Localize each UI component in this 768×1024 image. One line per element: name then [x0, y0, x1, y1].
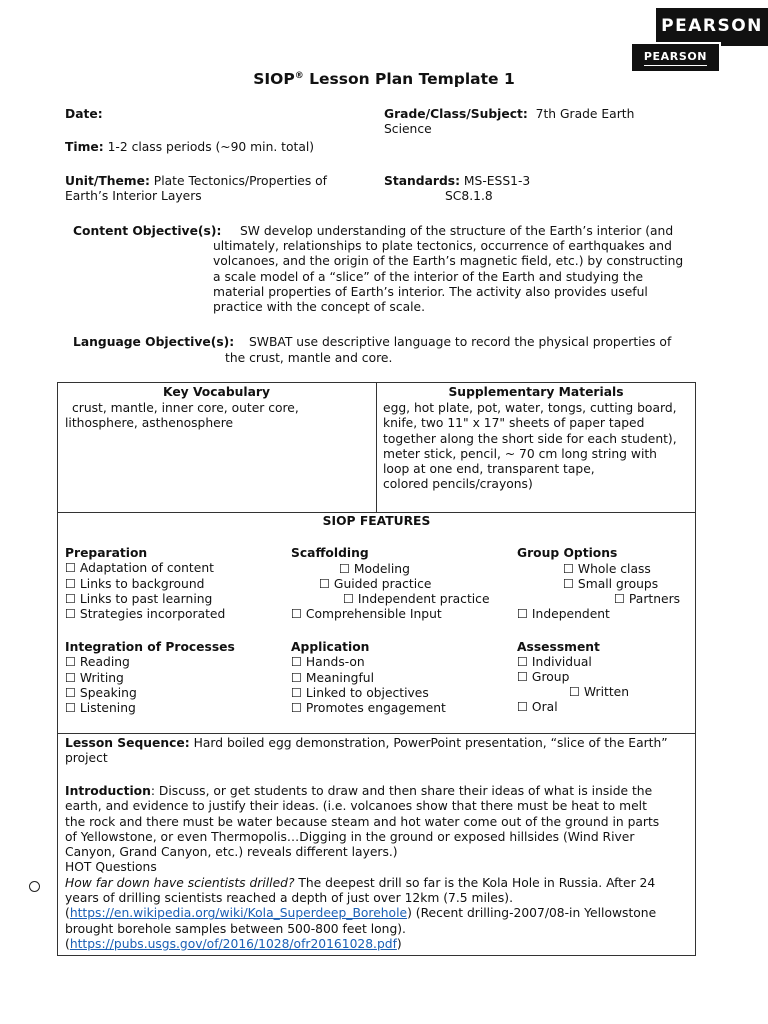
- pearson-logo-main: [656, 8, 768, 46]
- checkbox-modeling[interactable]: ☐ Modeling: [339, 562, 410, 576]
- checkbox-small-groups[interactable]: ☐ Small groups: [563, 577, 659, 591]
- time-label: Time:: [65, 140, 104, 154]
- introduction-label: Introduction: [65, 784, 151, 798]
- checkbox-meaningful[interactable]: ☐ Meaningful: [291, 670, 374, 685]
- materials-line: together along the short side for each student),: [383, 431, 677, 446]
- content-objective-line: volcanoes, and the origin of the Earth’s magnetic field, etc.) by constructing: [213, 254, 684, 269]
- language-objective-label: Language Objective(s):: [73, 335, 235, 349]
- application-title: Application: [291, 640, 370, 654]
- lesson-sequence-text-2: project: [65, 751, 108, 766]
- introduction-line: earth, and evidence to justify their ideas. (i.e. volcanoes show that there must be heat to melt: [65, 799, 647, 814]
- paren-open: (: [65, 906, 70, 921]
- group-options-title: Group Options: [517, 546, 618, 560]
- checkbox-strategies-incorporated[interactable]: ☐ Strategies incorporated: [65, 607, 226, 622]
- content-objective-line: material properties of Earth’s interior. The activity also provides useful: [213, 284, 648, 299]
- preparation-group: [65, 546, 285, 622]
- vocab-line-1: crust, mantle, inner core, outer core,: [72, 401, 299, 415]
- hot-questions-label: HOT Questions: [65, 860, 157, 875]
- content-objective-line-1: SW develop understanding of the structure of the Earth’s interior (and: [240, 224, 674, 238]
- logo-sub-text: PEARSON: [644, 49, 707, 66]
- title-rest: Lesson Plan Template 1: [303, 70, 515, 88]
- grade-field: [384, 107, 684, 138]
- lesson-sequence-label: Lesson Sequence:: [65, 736, 190, 750]
- checkbox-oral[interactable]: ☐ Oral: [517, 700, 558, 714]
- vocab-heading: Key Vocabulary: [163, 385, 270, 399]
- checkbox-writing[interactable]: ☐ Writing: [65, 670, 124, 685]
- content-objective-label: Content Objective(s):: [73, 224, 222, 238]
- recent-drilling-text: ) (Recent drilling-2007/08-in Yellowstone: [407, 906, 657, 921]
- checkbox-comprehensible-input[interactable]: ☐ Comprehensible Input: [291, 607, 442, 621]
- vocab-line-2: lithosphere, asthenosphere: [65, 416, 234, 430]
- logo-main-text: PEARSON: [661, 16, 763, 37]
- introduction-line: Canyon, Grand Canyon, etc.) reveals different layers.): [65, 845, 398, 860]
- checkbox-listening[interactable]: ☐ Listening: [65, 701, 136, 716]
- materials-line: loop at one end, transparent tape,: [383, 462, 595, 477]
- checkbox-speaking[interactable]: ☐ Speaking: [65, 685, 137, 700]
- assessment-title: Assessment: [517, 640, 600, 654]
- checkbox-linked-to-objectives[interactable]: ☐ Linked to objectives: [291, 685, 429, 700]
- grade-value-2: Science: [384, 122, 432, 137]
- introduction-line: of Yellowstone, or even Thermopolis…Digging in the ground or exposed hillsides (Wind River: [65, 829, 635, 844]
- content-objective-body: [213, 239, 703, 315]
- checkbox-links-to-background[interactable]: ☐ Links to background: [65, 576, 205, 591]
- introduction-line: the rock and there must be water because steam and hot water come out of the ground in parts: [65, 814, 660, 829]
- unit-value-2: Earth’s Interior Layers: [65, 189, 202, 204]
- unit-value: Plate Tectonics/Properties of: [149, 174, 327, 188]
- usgs-report-link[interactable]: https://pubs.usgs.gov/of/2016/1028/ofr20161028.pdf: [69, 936, 397, 951]
- materials-line: egg, hot plate, pot, water, tongs, cutting board,: [383, 401, 677, 415]
- scaffolding-title: Scaffolding: [291, 546, 369, 560]
- circle-bullet-icon: [29, 881, 40, 892]
- content-objective-line: ultimately, relationships to plate tectonics, occurrence of earthquakes and: [213, 239, 672, 253]
- introduction-text: : Discuss, or get students to draw and then share their ideas of what is inside the: [150, 784, 653, 798]
- checkbox-whole-class[interactable]: ☐ Whole class: [563, 562, 651, 576]
- content-objective-line: practice with the concept of scale.: [213, 300, 426, 315]
- checkbox-group[interactable]: ☐ Group: [517, 670, 570, 684]
- standards-value-1: MS-ESS1-3: [460, 174, 531, 188]
- language-objective-line-2: the crust, mantle and core.: [225, 351, 393, 365]
- grade-label: Grade/Class/Subject:: [384, 107, 528, 121]
- time-value: 1-2 class periods (~90 min. total): [103, 140, 315, 154]
- application-group: [291, 640, 511, 716]
- content-objective-line: a scale model of a “slice” of the interior of the Earth and studying the: [213, 269, 644, 284]
- question-drilled: How far down have scientists drilled?: [65, 875, 295, 890]
- lesson-sequence: [65, 736, 693, 767]
- materials-line: knife, two 11" x 17" sheets of paper taped: [383, 416, 645, 431]
- date-label: Date:: [65, 107, 103, 121]
- standards-value-2: SC8.1.8: [445, 189, 493, 204]
- materials-list: [383, 401, 693, 493]
- unit-field: [65, 174, 365, 205]
- checkbox-links-to-past-learning[interactable]: ☐ Links to past learning: [65, 591, 213, 606]
- table-col-divider: [376, 382, 377, 512]
- standards-field: [384, 174, 684, 205]
- table-row-divider-1: [57, 512, 696, 513]
- paren-close: ): [396, 936, 402, 951]
- checkbox-individual[interactable]: ☐ Individual: [517, 655, 592, 669]
- introduction-section: [65, 784, 695, 952]
- kola-borehole-link[interactable]: https://en.wikipedia.org/wiki/Kola_Superdeep_Borehole: [69, 906, 408, 921]
- integration-title: Integration of Processes: [65, 640, 235, 654]
- table-row-divider-2: [57, 733, 696, 734]
- checkbox-promotes-engagement[interactable]: ☐ Promotes engagement: [291, 701, 446, 716]
- materials-heading: Supplementary Materials: [448, 385, 624, 399]
- lesson-sequence-text: Hard boiled egg demonstration, PowerPoint presentation, “slice of the Earth”: [189, 736, 668, 750]
- checkbox-written[interactable]: ☐ Written: [569, 685, 630, 699]
- checkbox-reading[interactable]: ☐ Reading: [65, 655, 130, 670]
- materials-line: meter stick, pencil, ~ 70 cm long string with: [383, 446, 657, 461]
- unit-label: Unit/Theme:: [65, 174, 150, 188]
- question-answer: The deepest drill so far is the Kola Hole in Russia. After 24: [294, 875, 656, 890]
- materials-line: colored pencils/crayons): [383, 477, 533, 492]
- integration-group: [65, 640, 285, 716]
- checkbox-independent-practice[interactable]: ☐ Independent practice: [343, 592, 490, 606]
- time-field: [65, 140, 314, 155]
- title-reg: ®: [294, 71, 304, 81]
- grade-value: 7th Grade Earth: [535, 107, 635, 121]
- paren-open-2: (: [65, 936, 70, 951]
- preparation-title: Preparation: [65, 546, 148, 560]
- checkbox-partners[interactable]: ☐ Partners: [614, 592, 681, 606]
- language-objective-line-1: SWBAT use descriptive language to record the physical properties of: [249, 335, 672, 349]
- title-siop: SIOP: [253, 70, 295, 88]
- page-title: [0, 66, 768, 89]
- checkbox-guided-practice[interactable]: ☐ Guided practice: [319, 577, 432, 591]
- checkbox-adaptation-of-content[interactable]: ☐ Adaptation of content: [65, 561, 214, 576]
- question-answer-line-2: years of drilling scientists reached a depth of just over 12km (7.5 miles).: [65, 891, 513, 906]
- checkbox-hands-on[interactable]: ☐ Hands-on: [291, 655, 365, 670]
- standards-label: Standards:: [384, 174, 460, 188]
- siop-heading: SIOP FEATURES: [322, 514, 431, 528]
- checkbox-independent[interactable]: ☐ Independent: [517, 607, 610, 621]
- borehole-samples-text: brought borehole samples between 500-800 feet long).: [65, 921, 406, 936]
